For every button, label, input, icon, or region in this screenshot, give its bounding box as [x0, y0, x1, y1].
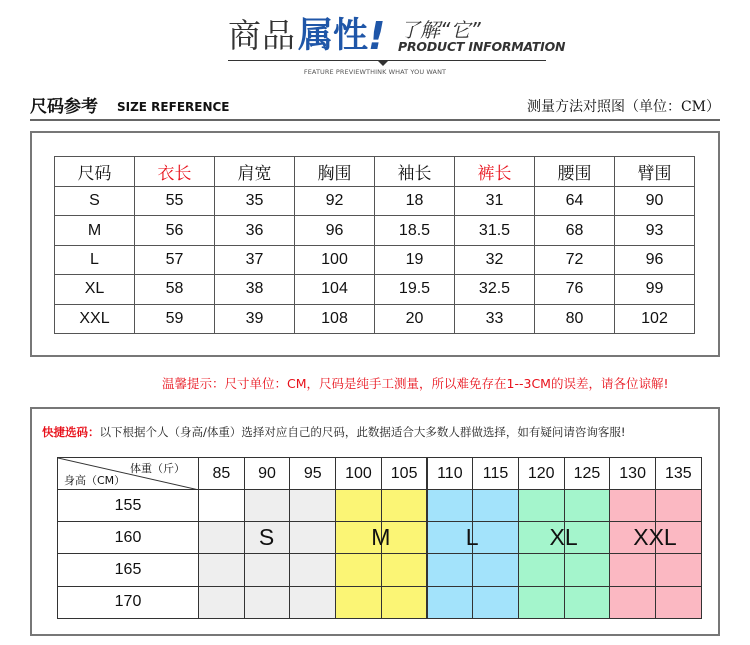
grid-cell: [335, 553, 382, 586]
grid-cell: [244, 489, 291, 522]
quick-select-note: [42, 424, 625, 440]
grid-cell: [564, 586, 611, 619]
grid-cell: [335, 586, 382, 619]
grid-cell: [244, 586, 291, 619]
quick-select-label: 快捷选码：: [42, 425, 100, 439]
corner-height-label: 身高（CM）: [64, 474, 126, 487]
header-title-plain: 商品: [228, 16, 296, 55]
table-row: [55, 187, 695, 216]
weight-label: 125: [573, 464, 601, 482]
table-cell: 72: [535, 245, 615, 274]
corner-weight-label: 体重（斤）: [130, 462, 185, 475]
grid-cell: [198, 553, 245, 586]
weight-label: 85: [212, 464, 231, 482]
grid-cell: [518, 586, 565, 619]
grid-corner-cell: [57, 457, 199, 490]
weight-header-cell: [198, 457, 245, 490]
table-cell: 39: [215, 304, 295, 333]
table-cell: 76: [535, 275, 615, 304]
header-subtitle: FEATURE PREVIEWTHINK WHAT YOU WANT: [303, 68, 447, 76]
grid-cell: [427, 553, 474, 586]
header-title-bold: 属性: [298, 16, 369, 56]
height-row-label-cell: [57, 586, 199, 619]
grid-cell: [564, 553, 611, 586]
grid-cell: [655, 586, 702, 619]
table-cell: 32: [455, 245, 535, 274]
weight-label: 100: [345, 464, 372, 482]
header-cell: 裤长: [455, 157, 535, 187]
header-cell: 肩宽: [215, 157, 295, 187]
size-section-divider: [30, 119, 720, 121]
table-row: [55, 216, 695, 245]
grid-cell: [198, 489, 245, 522]
quick-select-text: 以下根据个人（身高/体重）选择对应自己的尺码，此数据适合大多数人群做选择，如有疑问请咨询客服!: [99, 425, 626, 439]
size-chooser-grid: [57, 457, 701, 618]
grid-cell: [427, 489, 474, 522]
size-mark-s: S: [258, 524, 275, 551]
grid-cell: [427, 586, 474, 619]
header-title: [228, 12, 385, 56]
table-cell: 38: [215, 275, 295, 304]
table-cell: 108: [295, 304, 375, 333]
weight-header-cell: [472, 457, 519, 490]
grid-cell: [564, 489, 611, 522]
table-cell: 59: [135, 304, 215, 333]
table-cell: 96: [295, 216, 375, 245]
weight-label: 110: [437, 464, 463, 482]
size-section-title-en: SIZE REFERENCE: [117, 100, 230, 114]
table-cell: 31: [455, 187, 535, 216]
grid-cell: [289, 553, 336, 586]
weight-label: 95: [303, 464, 322, 482]
table-cell: 31.5: [455, 216, 535, 245]
height-label: 160: [114, 528, 142, 546]
grid-cell: [609, 489, 656, 522]
table-cell: 104: [295, 275, 375, 304]
size-mark-xxl: XXL: [633, 524, 677, 551]
weight-header-cell: [564, 457, 611, 490]
grid-cell: [472, 489, 519, 522]
table-cell: 93: [615, 216, 695, 245]
grid-cell: [289, 489, 336, 522]
size-section-title: 尺码参考: [30, 97, 98, 117]
weight-header-cell: [427, 457, 474, 490]
table-cell: XXL: [55, 304, 135, 333]
table-cell: 80: [535, 304, 615, 333]
size-mark-xl: XL: [549, 524, 578, 551]
table-cell: 36: [215, 216, 295, 245]
table-cell: 64: [535, 187, 615, 216]
size-table: [54, 156, 695, 334]
table-cell: 35: [215, 187, 295, 216]
header-cell: 衣长: [135, 157, 215, 187]
header-right-cn: 了解“它”: [400, 18, 481, 42]
grid-cell: [335, 489, 382, 522]
weight-label: 105: [390, 464, 418, 482]
header-right: [398, 14, 568, 56]
weight-header-cell: [244, 457, 291, 490]
grid-cell: [655, 553, 702, 586]
table-cell: 19: [375, 245, 455, 274]
height-label: 155: [114, 496, 142, 514]
grid-cell: [472, 586, 519, 619]
grid-cell: [518, 489, 565, 522]
table-cell: 37: [215, 245, 295, 274]
tip-text: 温馨提示：尺寸单位：CM，尺码是纯手工测量，所以难免存在1--3CM的误差，请各位谅解!: [162, 376, 669, 391]
height-row-label-cell: [57, 489, 199, 522]
table-cell: 102: [615, 304, 695, 333]
grid-cell: [381, 553, 428, 586]
size-table-header-row: [55, 157, 695, 187]
weight-header-cell: [381, 457, 428, 490]
table-cell: 56: [135, 216, 215, 245]
table-cell: 58: [135, 275, 215, 304]
height-label: 165: [114, 560, 142, 578]
table-cell: 90: [615, 187, 695, 216]
measure-note: 测量方法对照图（单位：CM）: [526, 99, 720, 115]
weight-header-cell: [609, 457, 656, 490]
table-cell: L: [55, 245, 135, 274]
table-cell: 32.5: [455, 275, 535, 304]
weight-label: 130: [619, 464, 646, 482]
table-row: [55, 304, 695, 333]
table-row: [55, 275, 695, 304]
header-cell: 尺码: [55, 157, 135, 187]
header-cell: 臂围: [615, 157, 695, 187]
weight-header-cell: [518, 457, 565, 490]
grid-cell: [198, 586, 245, 619]
weight-header-cell: [655, 457, 702, 490]
table-cell: 100: [295, 245, 375, 274]
table-cell: 33: [455, 304, 535, 333]
header-right-en: PRODUCT INFORMATION: [398, 39, 566, 54]
table-cell: S: [55, 187, 135, 216]
weight-header-cell: [289, 457, 336, 490]
grid-cell: [244, 553, 291, 586]
header-cell: 袖长: [375, 157, 455, 187]
table-cell: 57: [135, 245, 215, 274]
grid-cell: [518, 553, 565, 586]
header-cell: 腰围: [535, 157, 615, 187]
table-cell: 19.5: [375, 275, 455, 304]
table-cell: XL: [55, 275, 135, 304]
table-cell: 20: [375, 304, 455, 333]
header-cell: 胸围: [295, 157, 375, 187]
weight-label: 115: [482, 464, 509, 482]
table-cell: 68: [535, 216, 615, 245]
table-cell: 18: [375, 187, 455, 216]
table-row: [55, 245, 695, 274]
table-cell: M: [55, 216, 135, 245]
height-row-label-cell: [57, 553, 199, 586]
table-cell: 92: [295, 187, 375, 216]
grid-cell: [472, 553, 519, 586]
grid-cell: [609, 586, 656, 619]
header-exclaim: !: [368, 14, 386, 58]
grid-cell: [381, 489, 428, 522]
header-pointer-icon: [377, 60, 389, 66]
height-label: 170: [114, 593, 142, 611]
grid-cell: [655, 489, 702, 522]
height-row-label-cell: [57, 521, 199, 554]
grid-cell: [381, 586, 428, 619]
table-cell: 96: [615, 245, 695, 274]
weight-label: 135: [664, 464, 692, 482]
weight-header-cell: [335, 457, 382, 490]
grid-cell: [609, 553, 656, 586]
table-cell: 55: [135, 187, 215, 216]
table-cell: 18.5: [375, 216, 455, 245]
grid-cell: [289, 586, 336, 619]
size-mark-l: L: [465, 524, 479, 551]
weight-label: 90: [258, 464, 276, 482]
table-cell: 99: [615, 275, 695, 304]
size-mark-m: M: [371, 524, 391, 551]
weight-label: 120: [527, 464, 555, 482]
